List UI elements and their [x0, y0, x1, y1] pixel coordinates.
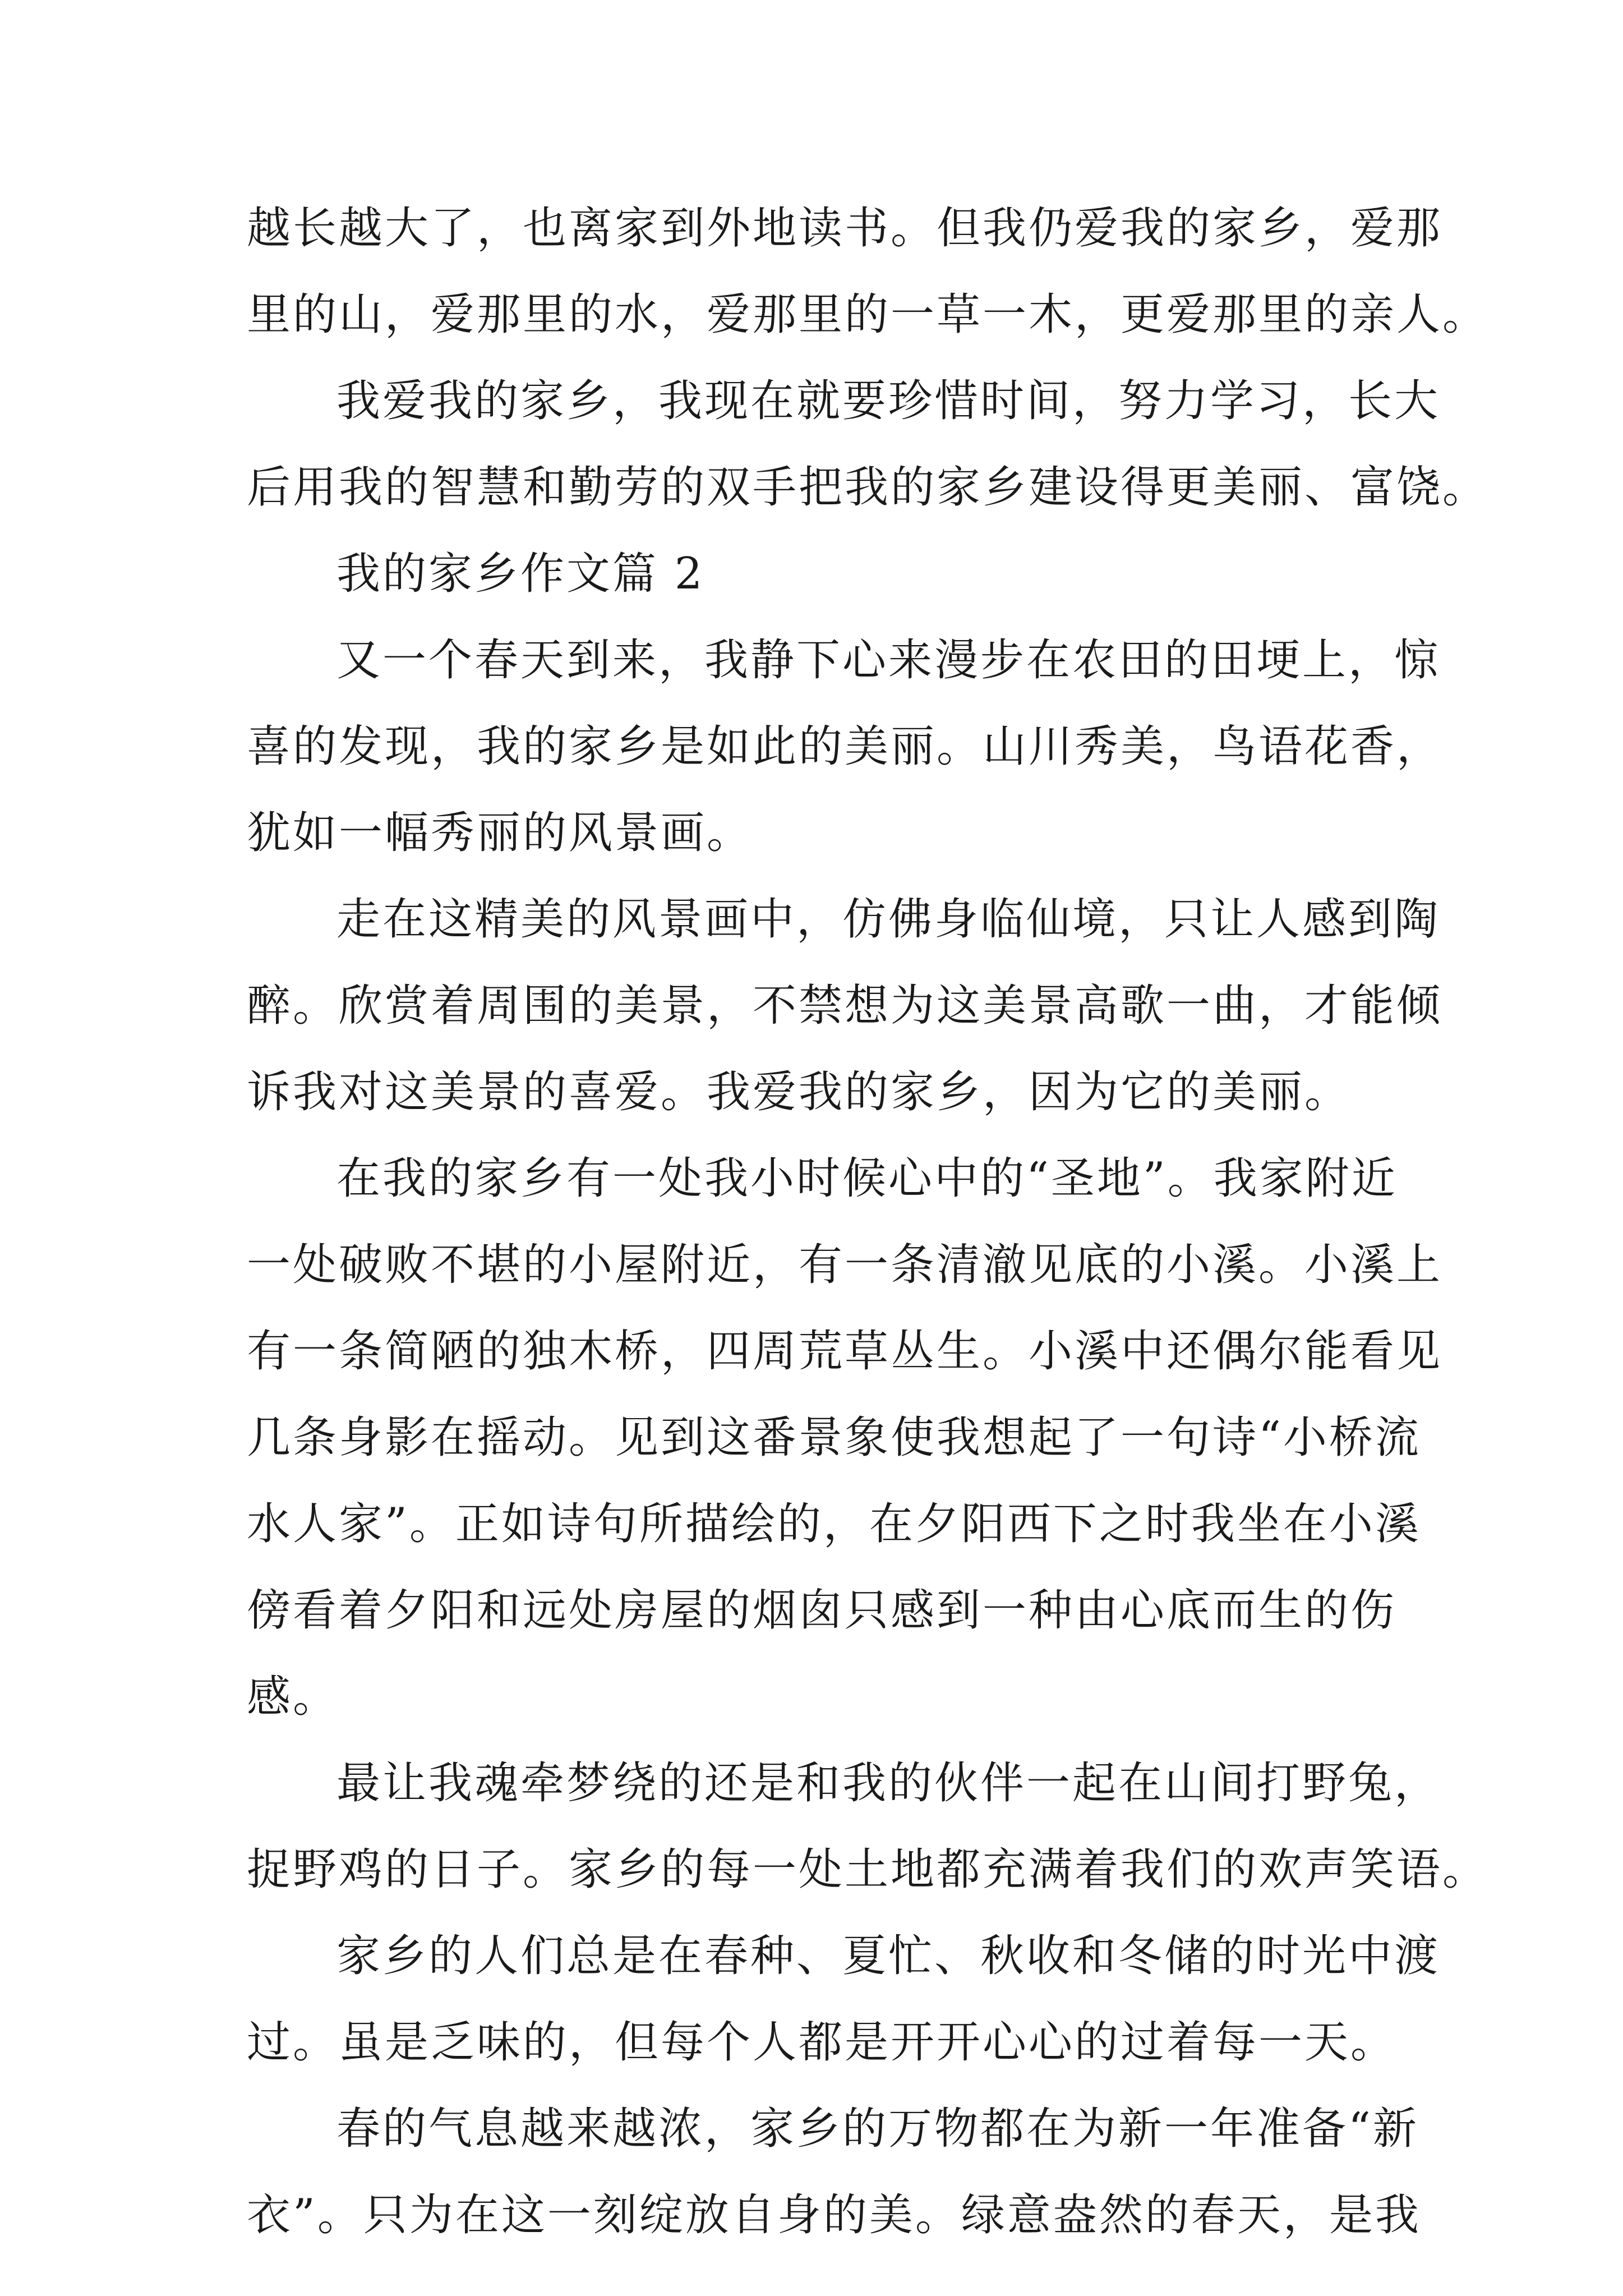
text-line: 傍看着夕阳和远处房屋的烟囱只感到一种由心底而生的伤	[247, 1585, 1397, 1636]
text-line: 几条身影在摇动。见到这番景象使我想起了一句诗“小桥流	[247, 1412, 1421, 1463]
text-line: 后用我的智慧和勤劳的双手把我的家乡建设得更美丽、富饶。	[247, 462, 1489, 513]
text-line: 最让我魂牵梦绕的还是和我的伙伴一起在山间打野兔，	[336, 1758, 1441, 1809]
text-line: 春的气息越来越浓，家乡的万物都在为新一年准备“新	[336, 2104, 1419, 2154]
text-line: 越长越大了，也离家到外地读书。但我仍爱我的家乡，爱那	[247, 203, 1443, 254]
document-page	[247, 185, 1489, 2258]
text-line: 衣”。只为在这一刻绽放自身的美。绿意盎然的春天，是我	[247, 2190, 1421, 2240]
text-line: 醉。欣赏着周围的美景，不禁想为这美景高歌一曲，才能倾	[247, 981, 1443, 1031]
text-line: 有一条简陋的独木桥，四周荒草丛生。小溪中还偶尔能看见	[247, 1326, 1443, 1377]
text-line: 捉野鸡的日子。家乡的每一处土地都充满着我们的欢声笑语。	[247, 1844, 1489, 1895]
text-line: 一处破败不堪的小屋附近，有一条清澈见底的小溪。小溪上	[247, 1240, 1443, 1290]
text-line: 诉我对这美景的喜爱。我爱我的家乡，因为它的美丽。	[247, 1067, 1351, 1117]
text-line: 过。虽是乏味的，但每个人都是开开心心的过着每一天。	[247, 2017, 1397, 2068]
text-line: 又一个春天到来，我静下心来漫步在农田的田埂上，惊	[336, 635, 1441, 685]
text-line: 我爱我的家乡，我现在就要珍惜时间，努力学习，长大	[336, 376, 1441, 426]
text-line: 家乡的人们总是在春种、夏忙、秋收和冬储的时光中渡	[336, 1931, 1441, 1981]
text-line: 水人家”。正如诗句所描绘的，在夕阳西下之时我坐在小溪	[247, 1499, 1421, 1549]
text-line: 感。	[247, 1672, 339, 1722]
text-line: 里的山，爱那里的水，爱那里的一草一木，更爱那里的亲人。	[247, 289, 1489, 340]
text-line: 在我的家乡有一处我小时候心中的“圣地”。我家附近	[336, 1153, 1398, 1204]
section-heading: 我的家乡作文篇 2	[336, 549, 705, 599]
text-line: 犹如一幅秀丽的风景画。	[247, 808, 753, 858]
text-line: 喜的发现，我的家乡是如此的美丽。山川秀美，鸟语花香，	[247, 721, 1443, 772]
text-line: 走在这精美的风景画中，仿佛身临仙境，只让人感到陶	[336, 894, 1441, 945]
